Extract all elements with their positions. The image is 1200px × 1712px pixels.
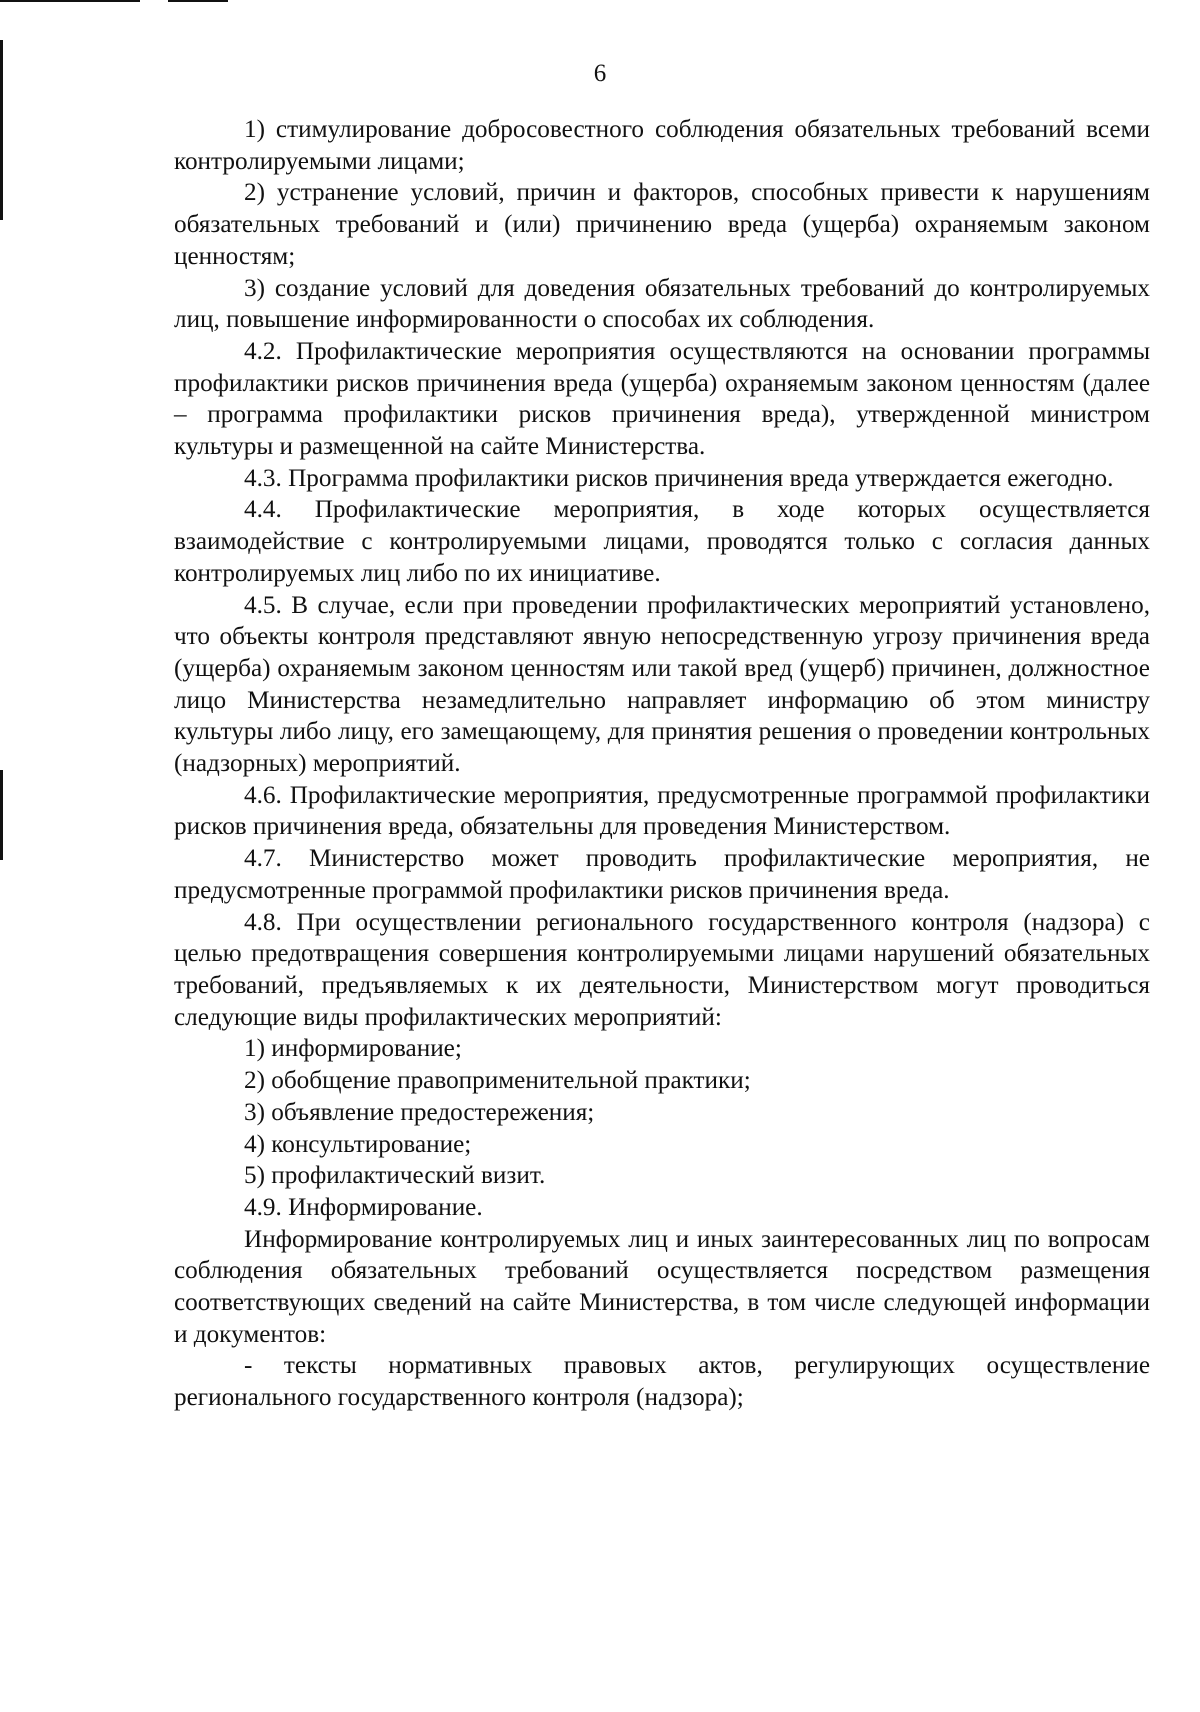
paragraph: 4.5. В случае, если при проведении профилактических мероприятий установлено, что объекты контроля представляют явную непосредственную угрозу причинения вреда (ущерба) охраняемым законом ценностям или такой вред (ущерб) причинен, должностное лицо Министерства незамедлительно направляет информацию об этом министру культуры либо лицу, его замещающему, для принятия решения о проведении контрольных (надзорных) мероприятий. [174, 591, 1150, 778]
scan-edge-mark-top [0, 0, 140, 2]
paragraph: - тексты нормативных правовых актов, регулирующих осуществление регионального государственного контроля (надзора); [174, 1352, 1150, 1412]
paragraph: 4.2. Профилактические мероприятия осуществляются на основании программы профилактики рисков причинения вреда (ущерба) охраняемым законом ценностям (далее – программа профилактики рисков причинения вреда), утвержденной министром культуры и размещенной на сайте Министерства. [174, 337, 1150, 461]
paragraph: 4.7. Министерство может проводить профилактические мероприятия, не предусмотренные программой профилактики рисков причинения вреда. [174, 845, 1150, 904]
paragraph: 1) стимулирование добросовестного соблюдения обязательных требований всеми контролируемыми лицами; [174, 116, 1150, 175]
paragraph: 4.3. Программа профилактики рисков причинения вреда утверждается ежегодно. [244, 464, 1114, 492]
paragraph: Информирование контролируемых лиц и иных заинтересованных лиц по вопросам соблюдения обязательных требований осуществляется посредством размещения соответствующих сведений на сайте Министерства, в том числе следующей информации и документов: [174, 1225, 1150, 1348]
document-body [174, 114, 1150, 1414]
list-item: 4) консультирование; [244, 1130, 472, 1158]
paragraph: 4.6. Профилактические мероприятия, предусмотренные программой профилактики рисков причинения вреда, обязательны для проведения Министерством. [174, 781, 1150, 841]
paragraph: 4.4. Профилактические мероприятия, в ходе которых осуществляется взаимодействие с контролируемыми лицами, проводятся только с согласия данных контролируемых лиц либо по их инициативе. [174, 496, 1150, 587]
list-item: 5) профилактический визит. [244, 1162, 546, 1190]
paragraph: 2) устранение условий, причин и факторов, способных привести к нарушениям обязательных требований и (или) причинению вреда (ущерба) охраняемым законом ценностям; [174, 179, 1150, 270]
paragraph: 4.8. При осуществлении регионального государственного контроля (надзора) с целью предотвращения совершения контролируемыми лицами нарушений обязательных требований, предъявляемых к их деятельности, Министерством могут проводиться следующие виды профилактических мероприятий: [174, 908, 1150, 1031]
paragraph: 3) создание условий для доведения обязательных требований до контролируемых лиц, повышение информированности о способах их соблюдения. [174, 274, 1150, 334]
section-heading: 4.9. Информирование. [244, 1193, 483, 1221]
list-item: 1) информирование; [244, 1035, 462, 1063]
scan-edge-mark-left-2 [0, 770, 3, 860]
list-item: 3) объявление предостережения; [244, 1098, 595, 1126]
page-number: 6 [593, 60, 607, 87]
list-item: 2) обобщение правоприменительной практики; [244, 1067, 751, 1095]
scan-edge-mark-top-2 [168, 0, 228, 2]
